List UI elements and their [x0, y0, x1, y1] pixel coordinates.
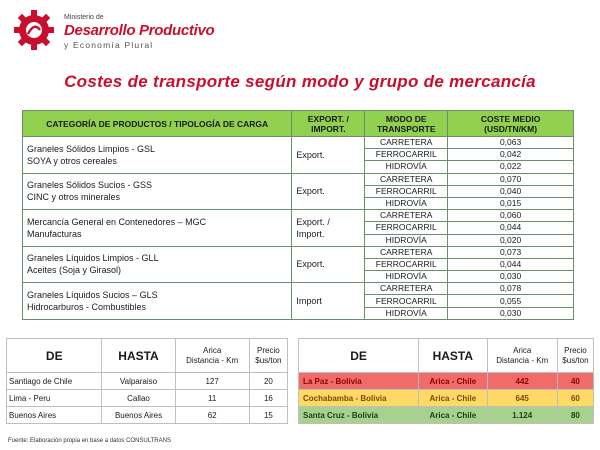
org-prefix: Ministerio de	[64, 14, 104, 21]
cost-cell: 0,060	[448, 210, 574, 222]
bolivia-routes-table	[298, 338, 594, 424]
destination-cell: Callao	[102, 390, 175, 407]
header-cost: COSTE MEDIO (USD/TN/KM)	[448, 111, 574, 137]
destination-cell: Arica - Chile	[419, 373, 488, 390]
price-cell: 60	[557, 390, 593, 407]
mode-cell: FERROCARRIL	[365, 258, 448, 270]
origin-cell: Lima - Peru	[7, 390, 102, 407]
source-footnote: Fuente: Elaboración propia en base a datos CONSULTRANS	[8, 438, 171, 444]
cost-cell: 0,030	[448, 307, 574, 319]
mode-cell: CARRETERA	[365, 210, 448, 222]
destination-cell: Valparaiso	[102, 373, 175, 390]
export-cell: Export.	[292, 173, 365, 210]
mode-cell: HIDROVÍA	[365, 161, 448, 173]
header-price: Precio $us/ton	[557, 339, 593, 373]
cost-cell: 0,042	[448, 149, 574, 161]
transport-cost-table	[22, 110, 574, 320]
header-hasta: HASTA	[419, 339, 488, 373]
ministry-logo	[12, 8, 222, 54]
header-distance: Arica Distancia - Km	[175, 339, 249, 373]
table-row	[299, 390, 594, 407]
cost-cell: 0,044	[448, 222, 574, 234]
mode-cell: CARRETERA	[365, 137, 448, 149]
price-cell: 80	[557, 407, 593, 424]
cost-cell: 0,044	[448, 258, 574, 270]
category-cell: Graneles Líquidos Limpios - GLL Aceites (Soja y Girasol)	[23, 246, 292, 283]
mode-cell: HIDROVÍA	[365, 197, 448, 209]
header-distance: Arica Distancia - Km	[487, 339, 557, 373]
destination-cell: Arica - Chile	[419, 407, 488, 424]
table-row	[23, 210, 574, 222]
table-row	[7, 407, 288, 424]
cost-cell: 0,063	[448, 137, 574, 149]
price-cell: 20	[249, 373, 287, 390]
header-export: EXPORT. / IMPORT.	[292, 111, 365, 137]
cost-cell: 0,030	[448, 271, 574, 283]
price-cell: 15	[249, 407, 287, 424]
origin-cell: Buenos Aires	[7, 407, 102, 424]
header-hasta: HASTA	[102, 339, 175, 373]
cost-cell: 0,055	[448, 295, 574, 307]
distance-cell: 11	[175, 390, 249, 407]
category-cell: Mercancía General en Contenedores – MGC Manufacturas	[23, 210, 292, 247]
table-row	[23, 137, 574, 149]
header-price: Precio $us/ton	[249, 339, 287, 373]
category-cell: Graneles Líquidos Sucios – GLS Hidrocarburos - Combustibles	[23, 283, 292, 320]
page-title: Costes de transporte según modo y grupo de mercancía	[64, 72, 536, 91]
mode-cell: FERROCARRIL	[365, 222, 448, 234]
mode-cell: CARRETERA	[365, 246, 448, 258]
cost-cell: 0,070	[448, 173, 574, 185]
distance-cell: 127	[175, 373, 249, 390]
origin-cell: La Paz - Bolivia	[299, 373, 419, 390]
mode-cell: HIDROVÍA	[365, 307, 448, 319]
distance-cell: 62	[175, 407, 249, 424]
mode-cell: FERROCARRIL	[365, 295, 448, 307]
distance-cell: 645	[487, 390, 557, 407]
cost-cell: 0,073	[448, 246, 574, 258]
category-cell: Graneles Sólidos Sucios - GSS CINC y otros minerales	[23, 173, 292, 210]
cost-cell: 0,020	[448, 234, 574, 246]
table-row	[299, 407, 594, 424]
table-row	[23, 246, 574, 258]
export-cell: Export.	[292, 246, 365, 283]
header-category: CATEGORÍA DE PRODUCTOS / TIPOLOGÍA DE CARGA	[23, 111, 292, 137]
mode-cell: FERROCARRIL	[365, 185, 448, 197]
international-routes-table	[6, 338, 288, 424]
mode-cell: CARRETERA	[365, 283, 448, 295]
distance-cell: 1.124	[487, 407, 557, 424]
export-cell: Import	[292, 283, 365, 320]
cost-cell: 0,022	[448, 161, 574, 173]
mode-cell: FERROCARRIL	[365, 149, 448, 161]
origin-cell: Santa Cruz - Bolivia	[299, 407, 419, 424]
header-de: DE	[299, 339, 419, 373]
origin-cell: Cochabamba - Bolivia	[299, 390, 419, 407]
cost-cell: 0,040	[448, 185, 574, 197]
category-cell: Graneles Sólidos Limpios - GSL SOYA y otros cereales	[23, 137, 292, 174]
export-cell: Export. / Import.	[292, 210, 365, 247]
mode-cell: HIDROVÍA	[365, 234, 448, 246]
header-de: DE	[7, 339, 102, 373]
org-subtitle: y Economía Plural	[64, 40, 154, 50]
distance-cell: 442	[487, 373, 557, 390]
table-row	[7, 390, 288, 407]
export-cell: Export.	[292, 137, 365, 174]
price-cell: 16	[249, 390, 287, 407]
mode-cell: CARRETERA	[365, 173, 448, 185]
destination-cell: Buenos Aires	[102, 407, 175, 424]
mode-cell: HIDROVÍA	[365, 271, 448, 283]
table-row	[299, 373, 594, 390]
cost-cell: 0,078	[448, 283, 574, 295]
table-row	[23, 283, 574, 295]
table-row	[7, 373, 288, 390]
destination-cell: Arica - Chile	[419, 390, 488, 407]
origin-cell: Santiago de Chile	[7, 373, 102, 390]
header-mode: MODO DE TRANSPORTE	[365, 111, 448, 137]
gear-logo-icon	[12, 8, 56, 52]
table-row	[23, 173, 574, 185]
org-name: Desarrollo Productivo	[64, 22, 215, 39]
price-cell: 40	[557, 373, 593, 390]
cost-cell: 0,015	[448, 197, 574, 209]
